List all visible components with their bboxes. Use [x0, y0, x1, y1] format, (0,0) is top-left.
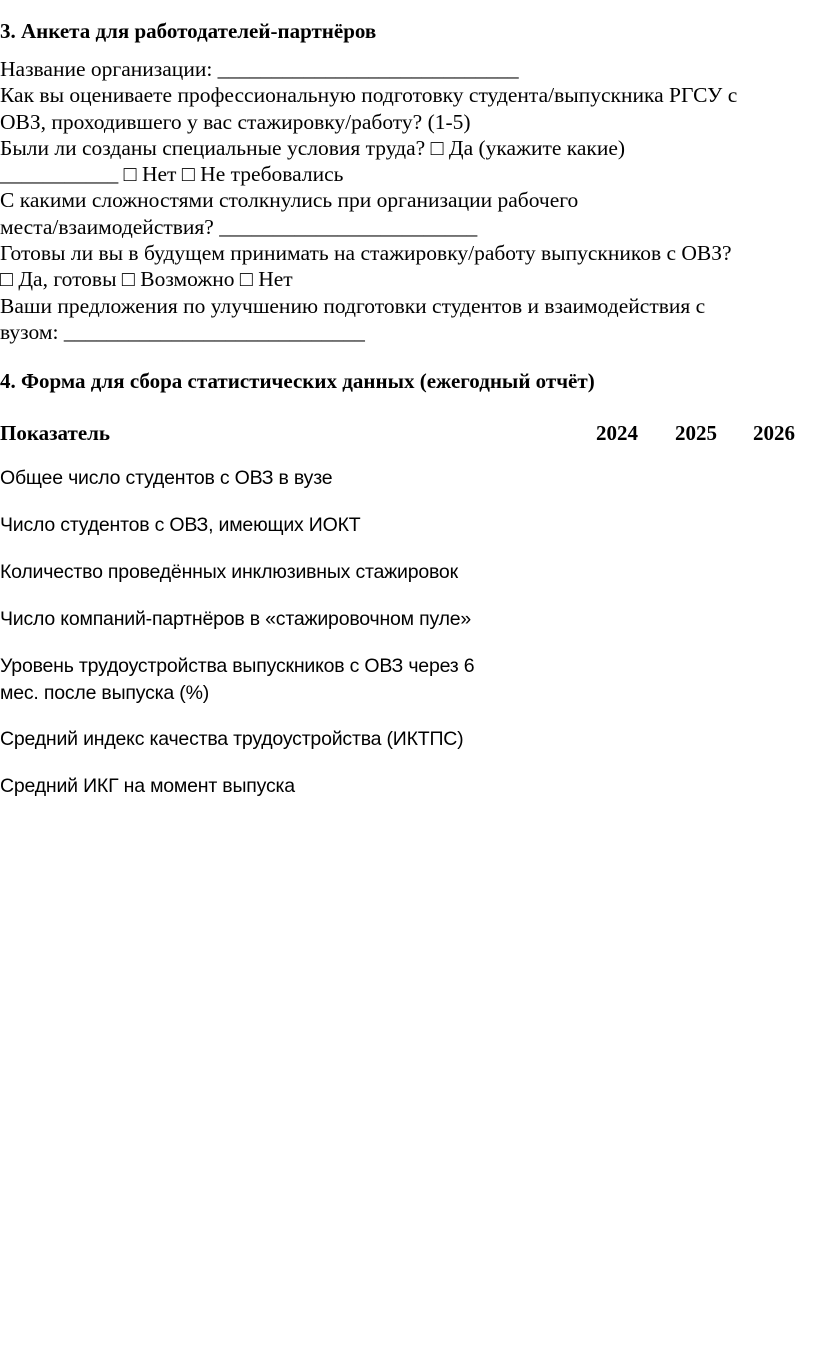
table-row [0, 606, 560, 633]
employer-survey [0, 56, 816, 345]
table-row [0, 726, 560, 753]
survey-line-org-name: Название организации: ____________________________ [0, 57, 519, 81]
row-label-continued: мес. после выпуска (%) [0, 682, 209, 704]
row-label: Количество проведённых инклюзивных стажировок [0, 561, 458, 583]
header-year-2025: 2025 [675, 421, 717, 445]
row-label: Число компаний-партнёров в «стажировочном пуле» [0, 608, 472, 630]
survey-line-difficulties-2: места/взаимодействия? ________________________ [0, 214, 478, 239]
table-row [0, 512, 560, 539]
section3-title: 3. Анкета для работодателей-партнёров [0, 19, 377, 43]
table-row [0, 773, 560, 800]
table-row [0, 559, 560, 586]
table-header-row [0, 420, 816, 446]
survey-line-future-1: Готовы ли вы в будущем принимать на стажировку/работу выпускников с ОВЗ? [0, 241, 732, 266]
row-label: Число студентов с ОВЗ, имеющих ИОКТ [0, 514, 361, 536]
survey-line-conditions-2: ___________ □ Нет □ Не требовались [0, 162, 344, 187]
survey-line-rating-1: Как вы оцениваете профессиональную подготовку студента/выпускника РГСУ с [0, 83, 738, 108]
table-row [0, 465, 560, 492]
row-label: Средний индекс качества трудоустройства (ИКТПС) [0, 728, 464, 750]
survey-line-rating-2: ОВЗ, проходившего у вас стажировку/работу? (1-5) [0, 109, 471, 134]
row-label: Уровень трудоустройства выпускников с ОВЗ через 6 [0, 655, 475, 677]
header-year-2026: 2026 [753, 421, 795, 445]
header-year-2024: 2024 [596, 421, 638, 445]
row-label: Общее число студентов с ОВЗ в вузе [0, 467, 333, 489]
statistics-table [0, 420, 816, 797]
survey-line-future-2: □ Да, готовы □ Возможно □ Нет [0, 267, 293, 292]
table-row [0, 653, 560, 707]
survey-line-difficulties-1: С какими сложностями столкнулись при организации рабочего [0, 188, 579, 213]
section4-title: 4. Форма для сбора статистических данных (ежегодный отчёт) [0, 369, 595, 393]
row-label: Средний ИКГ на момент выпуска [0, 775, 295, 797]
survey-line-proposals-2: вузом: ____________________________ [0, 319, 365, 344]
survey-line-conditions-1: Были ли созданы специальные условия труда? □ Да (укажите какие) [0, 135, 626, 160]
header-indicator: Показатель [0, 421, 111, 445]
survey-line-proposals-1: Ваши предложения по улучшению подготовки студентов и взаимодействия с [0, 293, 706, 318]
